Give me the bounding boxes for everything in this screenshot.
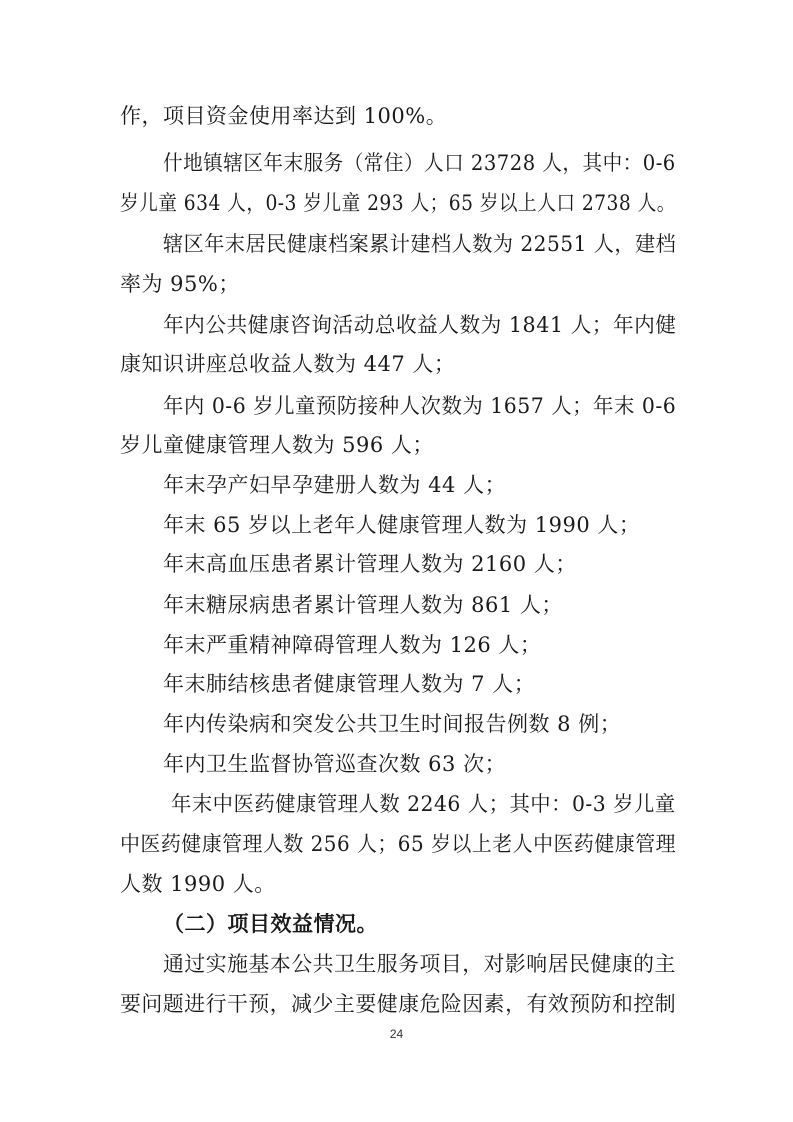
paragraph-line: 岁儿童 634 人，0-3 岁儿童 293 人；65 岁以上人口 2738 人。 [120, 191, 676, 215]
paragraph-line: 率为 95%； [120, 272, 240, 296]
paragraph-line: 年末严重精神障碍管理人数为 126 人； [163, 633, 542, 657]
paragraph-line: 年内传染病和突发公共卫生时间报告例数 8 例； [163, 712, 622, 736]
section-heading: （二）项目效益情况。 [163, 912, 378, 936]
page-number: 24 [389, 1027, 404, 1041]
paragraph-line: 年末中医药健康管理人数 2246 人；其中：0-3 岁儿童 [171, 792, 676, 816]
paragraph-line: 年末高血压患者累计管理人数为 2160 人； [163, 552, 577, 576]
paragraph-line: 岁儿童健康管理人数为 596 人； [120, 433, 434, 457]
paragraph-line: 中医药健康管理人数 256 人；65 岁以上老人中医药健康管理 [120, 832, 677, 856]
paragraph-line: 年内公共健康咨询活动总收益人数为 1841 人；年内健 [163, 313, 677, 337]
paragraph-line: 年末孕产妇早孕建册人数为 44 人； [163, 473, 507, 497]
paragraph-line: 要问题进行干预，减少主要健康危险因素，有效预防和控制 [120, 992, 677, 1016]
paragraph-line: 年内 0-6 岁儿童预防接种人次数为 1657 人；年末 0-6 [163, 394, 677, 418]
paragraph-line: 作，项目资金使用率达到 100%。 [120, 104, 448, 128]
paragraph-line: 年内卫生监督协管巡查次数 63 次； [163, 752, 507, 776]
paragraph-line: 通过实施基本公共卫生服务项目，对影响居民健康的主 [163, 952, 676, 976]
paragraph-line: 年末糖尿病患者累计管理人数为 861 人； [163, 593, 563, 617]
paragraph-line: 辖区年末居民健康档案累计建档人数为 22551 人，建档 [163, 232, 677, 256]
paragraph-line: 人数 1990 人。 [120, 872, 276, 896]
paragraph-line: 年末肺结核患者健康管理人数为 7 人； [163, 672, 536, 696]
paragraph-line: 康知识讲座总收益人数为 447 人； [120, 352, 456, 376]
paragraph-line: 什地镇辖区年末服务（常住）人口 23728 人，其中：0-6 [163, 151, 676, 175]
paragraph-line: 年末 65 岁以上老年人健康管理人数为 1990 人； [163, 513, 641, 537]
